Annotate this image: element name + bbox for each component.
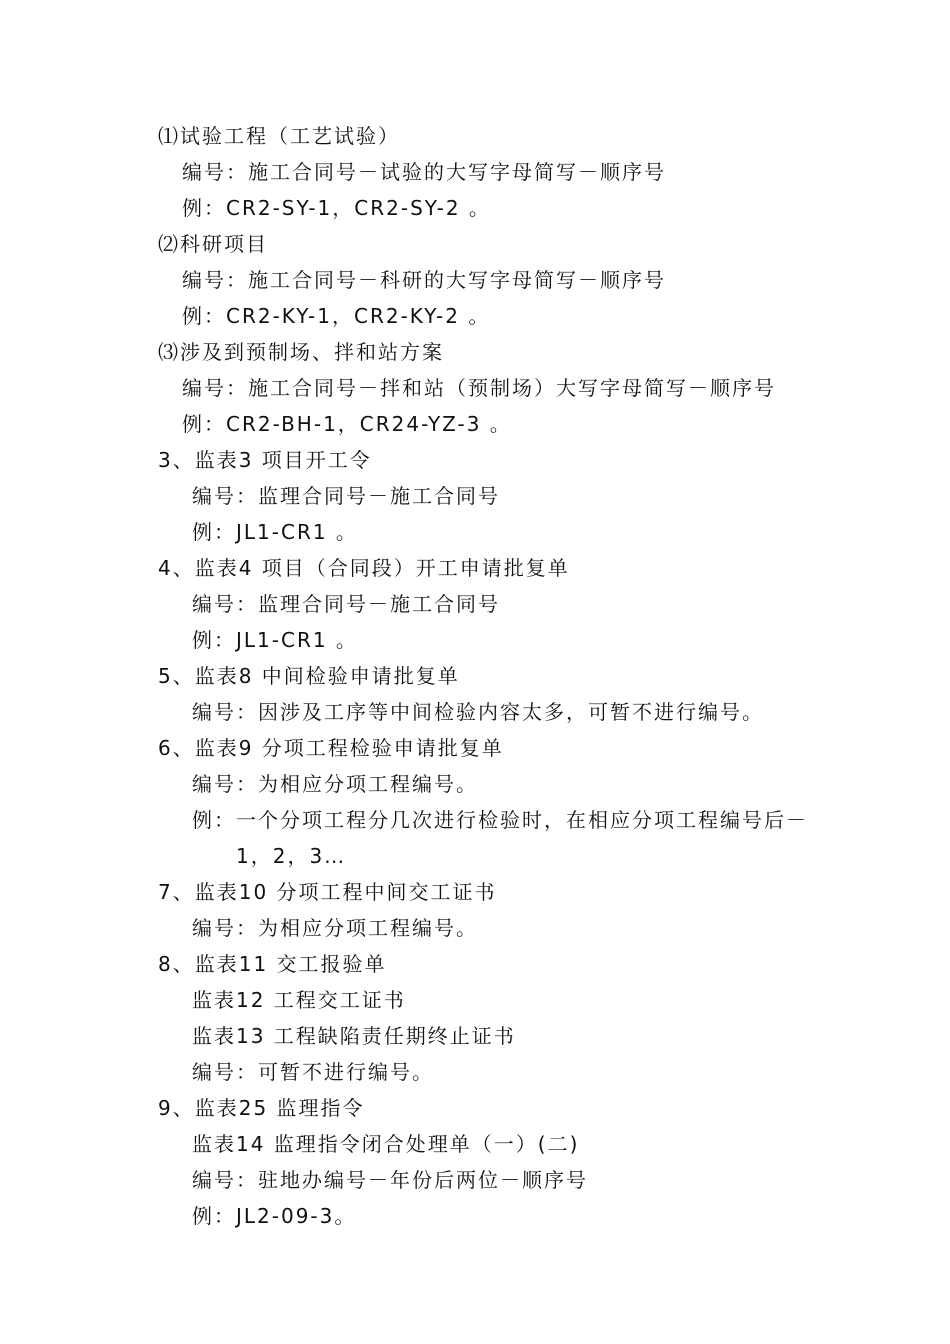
example-trial: 例：CR2-SY-1，CR2-SY-2 。 bbox=[182, 196, 491, 220]
item-6-heading: 6、监表9 分项工程检验申请批复单 bbox=[158, 736, 504, 760]
item-9-example: 例：JL2-09-3。 bbox=[192, 1204, 357, 1228]
item-3-heading: 3、监表3 项目开工令 bbox=[158, 448, 372, 472]
item-5-heading: 5、监表8 中间检验申请批复单 bbox=[158, 664, 460, 688]
item-6-numbering-rule: 编号：为相应分项工程编号。 bbox=[192, 772, 478, 796]
numbering-rule-research: 编号：施工合同号－科研的大写字母简写－顺序号 bbox=[182, 268, 666, 292]
section-heading-precast-mixing: ⑶涉及到预制场、拌和站方案 bbox=[158, 340, 444, 364]
item-9-heading: 9、监表25 监理指令 bbox=[158, 1096, 365, 1120]
item-5-numbering-rule: 编号：因涉及工序等中间检验内容太多，可暂不进行编号。 bbox=[192, 700, 764, 724]
item-7-heading: 7、监表10 分项工程中间交工证书 bbox=[158, 880, 497, 904]
item-9-form-14: 监表14 监理指令闭合处理单（一）(二) bbox=[192, 1132, 580, 1156]
item-4-heading: 4、监表4 项目（合同段）开工申请批复单 bbox=[158, 556, 570, 580]
section-heading-research-project: ⑵科研项目 bbox=[158, 232, 268, 256]
numbering-rule-trial: 编号：施工合同号－试验的大写字母简写－顺序号 bbox=[182, 160, 666, 184]
item-7-numbering-rule: 编号：为相应分项工程编号。 bbox=[192, 916, 478, 940]
example-precast-mixing: 例：CR2-BH-1，CR24-YZ-3 。 bbox=[182, 412, 512, 436]
numbering-rule-precast-mixing: 编号：施工合同号－拌和站（预制场）大写字母简写－顺序号 bbox=[182, 376, 776, 400]
item-8-form-13: 监表13 工程缺陷责任期终止证书 bbox=[192, 1024, 516, 1048]
item-6-example-continued: 1，2，3… bbox=[236, 844, 347, 868]
item-6-example: 例：一个分项工程分几次进行检验时，在相应分项工程编号后－ bbox=[192, 808, 808, 832]
item-8-numbering-rule: 编号：可暂不进行编号。 bbox=[192, 1060, 434, 1084]
item-4-example: 例：JL1-CR1 。 bbox=[192, 628, 358, 652]
item-9-numbering-rule: 编号：驻地办编号－年份后两位－顺序号 bbox=[192, 1168, 588, 1192]
section-heading-trial-project: ⑴试验工程（工艺试验） bbox=[158, 124, 400, 148]
item-3-example: 例：JL1-CR1 。 bbox=[192, 520, 358, 544]
example-research: 例：CR2-KY-1，CR2-KY-2 。 bbox=[182, 304, 491, 328]
item-8-form-12: 监表12 工程交工证书 bbox=[192, 988, 406, 1012]
item-4-numbering-rule: 编号：监理合同号－施工合同号 bbox=[192, 592, 500, 616]
item-3-numbering-rule: 编号：监理合同号－施工合同号 bbox=[192, 484, 500, 508]
item-8-heading: 8、监表11 交工报验单 bbox=[158, 952, 387, 976]
